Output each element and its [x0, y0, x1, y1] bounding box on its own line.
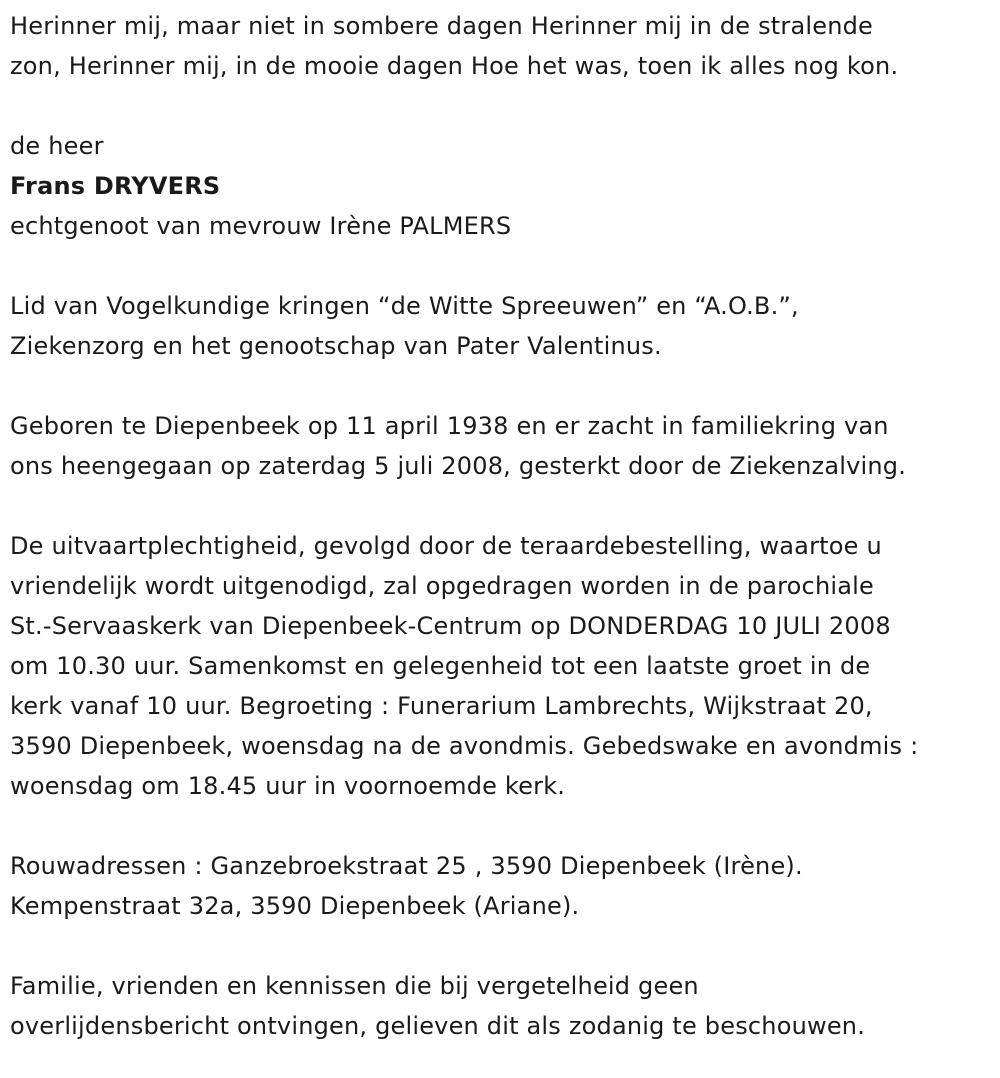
funeral-line: om 10.30 uur. Samenkomst en gelegenheid tot een laatste groet in de	[10, 652, 871, 680]
addresses-paragraph	[10, 846, 990, 926]
deceased-name: Frans DRYVERS	[10, 172, 221, 200]
spacer	[10, 86, 990, 126]
funeral-line: woensdag om 18.45 uur in voornoemde kerk.	[10, 772, 566, 800]
funeral-line: kerk vanaf 10 uur. Begroeting : Funerarium Lambrechts, Wijkstraat 20,	[10, 692, 873, 720]
deceased-block	[10, 126, 990, 246]
notice-line: Familie, vrienden en kennissen die bij vergetelheid geen	[10, 972, 699, 1000]
birth-death-paragraph	[10, 406, 990, 486]
spacer	[10, 806, 990, 846]
memberships-paragraph	[10, 286, 990, 366]
honorific: de heer	[10, 132, 104, 160]
notice-paragraph	[10, 966, 990, 1046]
birth-death-line: ons heengegaan op zaterdag 5 juli 2008, gesterkt door de Ziekenzalving.	[10, 452, 907, 480]
poem-line: zon, Herinner mij, in de mooie dagen Hoe het was, toen ik alles nog kon.	[10, 52, 899, 80]
memberships-line: Lid van Vogelkundige kringen “de Witte Spreeuwen” en “A.O.B.”,	[10, 292, 799, 320]
funeral-line: St.-Servaaskerk van Diepenbeek-Centrum op DONDERDAG 10 JULI 2008	[10, 612, 891, 640]
birth-death-line: Geboren te Diepenbeek op 11 april 1938 en er zacht in familiekring van	[10, 412, 889, 440]
spacer	[10, 366, 990, 406]
spacer	[10, 246, 990, 286]
funeral-paragraph	[10, 526, 990, 806]
address-line: Rouwadressen : Ganzebroekstraat 25 , 3590 Diepenbeek (Irène).	[10, 852, 803, 880]
funeral-line: 3590 Diepenbeek, woensdag na de avondmis. Gebedswake en avondmis :	[10, 732, 919, 760]
poem-paragraph	[10, 6, 990, 86]
spouse-line: echtgenoot van mevrouw Irène PALMERS	[10, 212, 512, 240]
memberships-line: Ziekenzorg en het genootschap van Pater Valentinus.	[10, 332, 662, 360]
funeral-line: vriendelijk wordt uitgenodigd, zal opgedragen worden in de parochiale	[10, 572, 874, 600]
address-line: Kempenstraat 32a, 3590 Diepenbeek (Ariane).	[10, 892, 580, 920]
notice-line: overlijdensbericht ontvingen, gelieven dit als zodanig te beschouwen.	[10, 1012, 866, 1040]
spacer	[10, 486, 990, 526]
poem-line: Herinner mij, maar niet in sombere dagen Herinner mij in de stralende	[10, 12, 874, 40]
funeral-line: De uitvaartplechtigheid, gevolgd door de teraardebestelling, waartoe u	[10, 532, 882, 560]
spacer	[10, 926, 990, 966]
